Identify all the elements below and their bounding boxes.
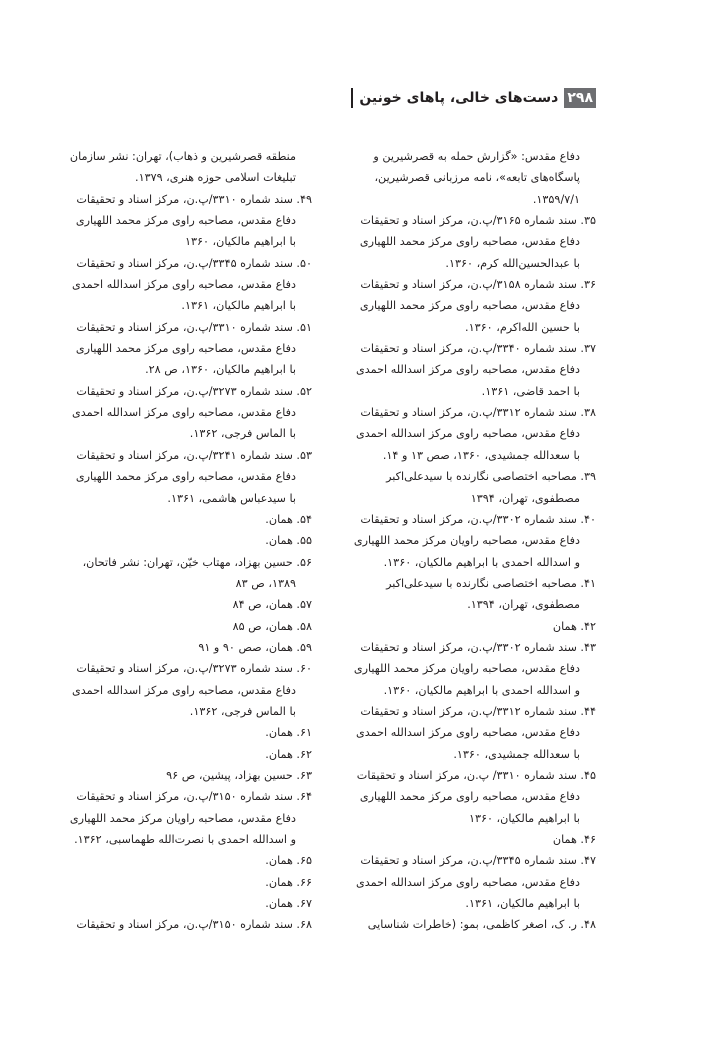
footnote-entry [56,552,312,595]
footnote-line: ۵۷. همان، ص ۸۴ [232,598,312,612]
footnote-line: منطقه قصرشیرین و ذهاب)، تهران: نشر سازمان [69,150,296,163]
footnote-line: ۵۴. همان. [265,512,312,526]
footnote-line: با احمد قاضی، ۱۳۶۱. [481,384,580,398]
footnote-line: ۴۲. همان [552,619,596,633]
footnote-entry [340,210,596,274]
footnote-line: ۶۲. همان. [265,747,312,761]
footnote-line: ۵۸. همان، ص ۸۵ [232,619,312,633]
footnote-entry [56,786,312,850]
footnote-line: دفاع مقدس، مصاحبه راوی مرکز محمد اللهیاری [75,214,296,228]
footnote-line: دفاع مقدس، مصاحبه راویان مرکز محمد اللهیاری [69,811,296,825]
footnote-line: ۵۶. حسین بهزاد، مهتاب خیّن، تهران: نشر فاتحان، [82,555,312,569]
footnote-line: ۴۱. مصاحبه اختصاصی نگارنده با سیدعلی‌اکبر [386,576,596,590]
footnote-entry [56,744,312,765]
footnote-entry [340,850,596,914]
footnote-line: دفاع مقدس، مصاحبه راوی مرکز اسدالله احمدی [356,726,580,740]
footnote-line: ۳۸. سند شماره ۳۳۱۲/پ.ن، مرکز اسناد و تحقیقات [360,406,596,420]
footnote-line: تبلیغات اسلامی حوزه هنری، ۱۳۷۹. [135,171,296,185]
footnote-line: با ابراهیم مالکیان، ۱۳۶۰ [184,235,296,249]
footnote-line: با سعدالله جمشیدی، ۱۳۶۰، صص ۱۳ و ۱۴. [382,448,580,462]
header-rule [351,88,353,108]
footnote-line: دفاع مقدس: «گزارش حمله به قصرشیرین و [373,150,580,163]
footnote-line: دفاع مقدس، مصاحبه راویان مرکز محمد اللهیاری [353,534,580,548]
footnote-line: و اسدالله احمدی با نصرت‌الله طهماسبی، ۱۳۶۲. [74,833,296,846]
left-column [56,146,312,936]
footnote-line: ۴۶. همان [552,833,596,846]
footnote-line: ۵۵. همان. [265,534,312,548]
footnote-line: دفاع مقدس، مصاحبه راوی مرکز اسدالله احمدی [356,875,580,889]
footnote-line: مصطفوی، تهران، ۱۳۹۴. [467,598,580,612]
footnote-line: با سیدعباس هاشمی، ۱۳۶۱. [167,491,296,505]
footnote-entry [56,189,312,253]
footnote-line: با ابراهیم مالکیان، ۱۳۶۱. [181,299,296,313]
footnote-entry [340,509,596,573]
footnote-line: ۳۵. سند شماره ۳۱۶۵/پ.ن، مرکز اسناد و تحقیقات [360,214,596,228]
footnote-line: دفاع مقدس، مصاحبه راوی مرکز اسدالله احمدی [72,683,296,697]
footnote-line: و اسدالله احمدی با ابراهیم مالکیان، ۱۳۶۰. [383,555,580,569]
footnote-line: با حسین الله‌اکرم، ۱۳۶۰. [465,320,580,334]
footnote-line: ۴۷. سند شماره ۳۳۴۵/پ.ن، مرکز اسناد و تحقیقات [360,854,596,868]
footnote-line: ۱۳۵۹/۷/۱. [532,192,580,206]
footnote-line: دفاع مقدس، مصاحبه راویان مرکز محمد اللهیاری [353,662,580,676]
footnote-line: ۴۰. سند شماره ۳۳۰۲/پ.ن، مرکز اسناد و تحقیقات [360,512,596,526]
footnote-line: مصطفوی، تهران، ۱۳۹۴ [470,491,580,505]
footnote-line: ۵۰. سند شماره ۳۳۴۵/پ.ن، مرکز اسناد و تحقیقات [76,256,312,270]
footnote-entry [340,146,596,210]
footnote-line: ۶۴. سند شماره ۳۱۵۰/پ.ن، مرکز اسناد و تحقیقات [76,790,312,804]
footnote-line: ۴۳. سند شماره ۳۳۰۲/پ.ن، مرکز اسناد و تحقیقات [360,640,596,654]
footnote-line: با عبدالحسین‌الله کرم، ۱۳۶۰. [445,256,580,270]
footnote-entry [56,253,312,317]
footnote-line: دفاع مقدس، مصاحبه راوی مرکز محمد اللهیاری [75,342,296,356]
footnote-line: دفاع مقدس، مصاحبه راوی مرکز محمد اللهیاری [75,470,296,484]
footnote-entry [56,872,312,893]
footnote-line: ۵۹. همان، صص ۹۰ و ۹۱ [198,640,312,654]
footnote-entry [56,445,312,509]
right-column [340,146,596,936]
footnote-entry [340,616,596,637]
footnote-entry [340,914,596,935]
footnote-line: دفاع مقدس، مصاحبه راوی مرکز محمد اللهیاری [359,235,580,249]
footnote-entry [56,146,312,189]
footnote-entry [56,893,312,914]
footnote-line: دفاع مقدس، مصاحبه راوی مرکز محمد اللهیاری [359,790,580,804]
footnote-line: با الماس فرجی، ۱۳۶۲. [189,704,296,718]
footnote-line: با الماس فرجی، ۱۳۶۲. [189,427,296,441]
footnote-entry [56,530,312,551]
footnote-line: با ابراهیم مالکیان، ۱۳۶۰، ص ۲۸. [145,363,296,377]
footnote-line: ۴۸. ر. ک، اصغر کاظمی، بمو: (خاطرات شناسایی [367,918,596,932]
footnote-line: ۳۶. سند شماره ۳۱۵۸/پ.ن، مرکز اسناد و تحقیقات [360,278,596,292]
footnote-entry [340,274,596,338]
footnote-line: ۶۳. حسین بهزاد، پیشین، ص ۹۶ [166,768,312,782]
footnote-entry [56,317,312,381]
footnote-entry [56,658,312,722]
footnote-line: ۱۳۸۹، ص ۸۳ [235,576,296,590]
footnote-entry [340,701,596,765]
footnote-line: ۶۷. همان. [265,897,312,911]
footnote-line: ۵۲. سند شماره ۳۲۷۳/پ.ن، مرکز اسناد و تحقیقات [76,384,312,398]
footnote-entry [56,616,312,637]
footnote-line: ۴۹. سند شماره ۳۳۱۰/پ.ن، مرکز اسناد و تحقیقات [76,192,312,206]
footnote-line: ۶۵. همان. [265,854,312,868]
footnote-entry [340,765,596,829]
footnote-entry [340,829,596,850]
footnote-entry [340,637,596,701]
footnote-entry [56,722,312,743]
footnote-line: با ابراهیم مالکیان، ۱۳۶۱. [465,897,580,911]
footnote-entry [340,466,596,509]
footnote-line: و اسدالله احمدی با ابراهیم مالکیان، ۱۳۶۰. [383,683,580,697]
footnote-line: دفاع مقدس، مصاحبه راوی مرکز محمد اللهیاری [359,299,580,313]
footnote-entry [56,637,312,658]
footnote-entry [56,850,312,871]
footnote-line: با ابراهیم مالکیان، ۱۳۶۰ [468,811,580,825]
footnote-line: ۳۹. مصاحبه اختصاصی نگارنده با سیدعلی‌اکبر [386,470,596,484]
page-number: ۲۹۸ [564,88,596,108]
footnote-entry [56,914,312,935]
footnote-line: ۴۴. سند شماره ۳۳۱۲/پ.ن، مرکز اسناد و تحقیقات [360,704,596,718]
running-title: دست‌های خالی، پاهای خونین [359,90,559,106]
footnote-line: پاسگاه‌های تابعه»، نامه مرزبانی قصرشیرین، [374,171,580,185]
footnote-line: ۳۷. سند شماره ۳۳۴۰/پ.ن، مرکز اسناد و تحقیقات [360,342,596,356]
footnote-line: ۶۱. همان. [265,726,312,740]
footnote-line: ۵۳. سند شماره ۳۲۴۱/پ.ن، مرکز اسناد و تحقیقات [76,448,312,462]
footnote-line: با سعدالله جمشیدی، ۱۳۶۰. [453,747,580,761]
footnote-line: ۶۶. همان. [265,875,312,889]
footnote-entry [56,509,312,530]
footnote-entry [340,402,596,466]
footnote-line: ۶۰. سند شماره ۳۲۷۳/پ.ن، مرکز اسناد و تحقیقات [76,662,312,676]
footnote-entry [340,573,596,616]
footnote-entry [56,594,312,615]
footnote-line: ۵۱. سند شماره ۳۳۱۰/پ.ن، مرکز اسناد و تحقیقات [76,320,312,334]
footnote-line: دفاع مقدس، مصاحبه راوی مرکز اسدالله احمدی [356,427,580,441]
running-header [351,88,596,108]
footnote-entry [340,338,596,402]
footnote-line: دفاع مقدس، مصاحبه راوی مرکز اسدالله احمدی [72,406,296,420]
footnote-entry [56,381,312,445]
footnote-line: دفاع مقدس، مصاحبه راوی مرکز اسدالله احمدی [72,278,296,292]
footnote-entry [56,765,312,786]
footnote-line: دفاع مقدس، مصاحبه راوی مرکز اسدالله احمدی [356,363,580,377]
footnote-line: ۶۸. سند شماره ۳۱۵۰/پ.ن، مرکز اسناد و تحقیقات [76,918,312,932]
footnote-line: ۴۵. سند شماره ۳۳۱۰/ پ.ن، مرکز اسناد و تحقیقات [356,768,596,782]
